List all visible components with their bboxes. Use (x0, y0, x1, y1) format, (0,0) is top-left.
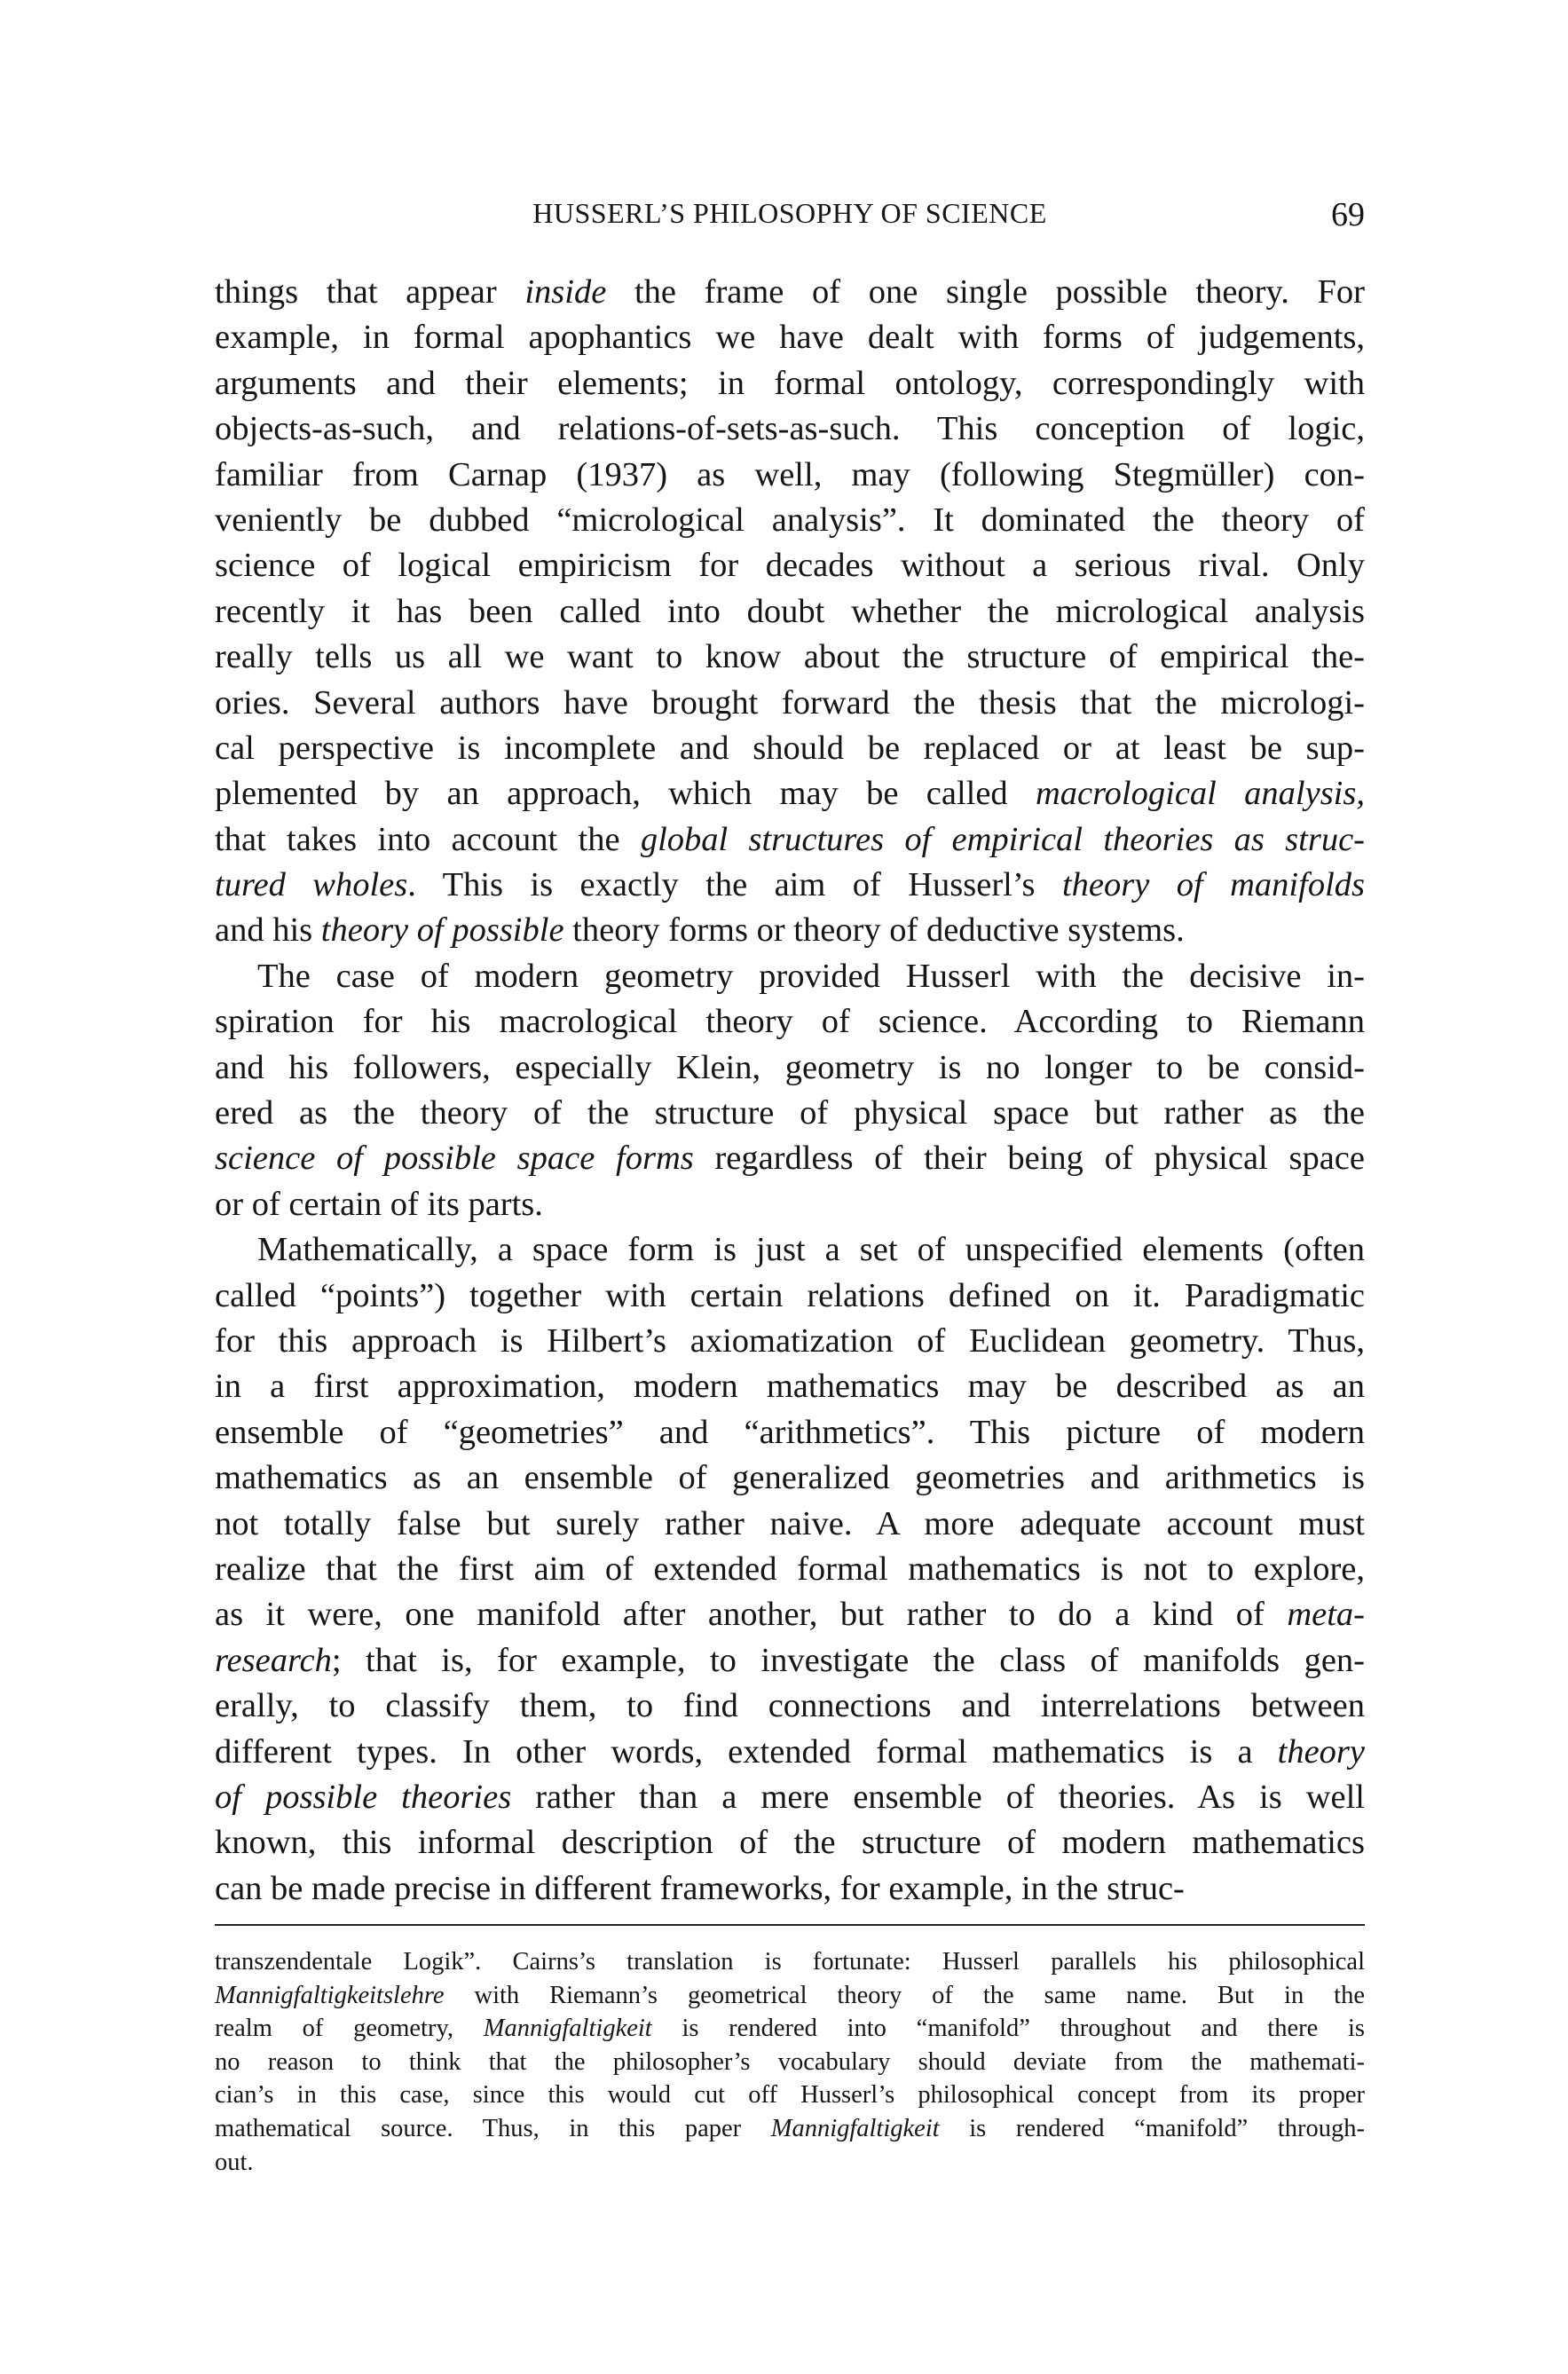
footnote-line (215, 2112, 1365, 2146)
text-run: erally, to classify them, to find connections and interrelations between (215, 1687, 1365, 1725)
body-text (215, 270, 1365, 1912)
text-run: as it were, one manifold after another, but rather to do a kind of (215, 1596, 1288, 1634)
italic-text: meta- (1287, 1596, 1365, 1634)
text-run: in a first approximation, modern mathematics may be described as an (215, 1368, 1365, 1406)
text-run: spiration for his macrological theory of science. According to Riemann (215, 1003, 1365, 1041)
text-run: or of certain of its parts. (215, 1185, 543, 1223)
text-run: . This is exactly the aim of Husserl’s (407, 866, 1062, 904)
italic-text: science of possible space forms (215, 1140, 694, 1178)
text-run: mathematical source. Thus, in this paper (215, 2114, 771, 2142)
italic-text: Mannigfaltigkeitslehre (215, 1981, 445, 2009)
body-line (215, 1319, 1365, 1364)
body-line (215, 1547, 1365, 1592)
text-run: and his (215, 911, 321, 950)
text-run: really tells us all we want to know about the structure of empirical the- (215, 638, 1365, 676)
italic-text: tured wholes (215, 866, 408, 904)
running-head (215, 197, 1365, 241)
text-run: transzendentale Logik”. Cairns’s translation is fortunate: Husserl parallels his philosophical (215, 1948, 1365, 1976)
italic-text: theory of manifolds (1061, 866, 1365, 904)
italic-text: inside (524, 273, 607, 311)
text-run: ered as the theory of the structure of physical space but rather as the (215, 1094, 1365, 1132)
text-run: and his followers, especially Klein, geometry is no longer to be consid- (215, 1048, 1365, 1086)
body-line (215, 406, 1365, 452)
body-line (215, 543, 1365, 588)
body-line (215, 1045, 1365, 1091)
body-line (215, 315, 1365, 360)
body-line (215, 954, 1365, 999)
text-run: ensemble of “geometries” and “arithmetics”. This picture of modern (215, 1413, 1365, 1451)
text-run: Mathematically, a space form is just a set of unspecified elements (often (257, 1231, 1365, 1269)
body-line (215, 635, 1365, 680)
body-line (215, 999, 1365, 1045)
body-line (215, 1730, 1365, 1775)
body-line (215, 817, 1365, 863)
footnote (215, 1945, 1365, 2179)
body-line (215, 1091, 1365, 1136)
body-line (215, 1820, 1365, 1865)
italic-text: of possible theories (215, 1778, 512, 1816)
footnote-line (215, 2078, 1365, 2112)
body-line (215, 1775, 1365, 1820)
body-line (215, 1638, 1365, 1684)
text-run: plemented by an approach, which may be called (215, 775, 1036, 813)
italic-text: macrological analysis, (1035, 775, 1365, 813)
body-line (215, 270, 1365, 315)
text-run: can be made precise in different frameworks, for example, in the struc- (215, 1869, 1185, 1907)
body-line (215, 361, 1365, 406)
body-line (215, 1227, 1365, 1273)
body-line (215, 1866, 1365, 1912)
body-line (215, 1410, 1365, 1455)
text-run: known, this informal description of the structure of modern mathematics (215, 1824, 1365, 1862)
italic-text: global structures of empirical theories as struc- (640, 820, 1365, 858)
footnote-line (215, 2012, 1365, 2046)
text-run: ories. Several authors have brought forward the thesis that the micrologi- (215, 683, 1365, 722)
text-run: The case of modern geometry provided Husserl with the decisive in- (257, 957, 1365, 995)
body-line (215, 908, 1365, 953)
text-run: for this approach is Hilbert’s axiomatization of Euclidean geometry. Thus, (215, 1321, 1365, 1360)
footnote-line (215, 2046, 1365, 2079)
footnote-line (215, 1945, 1365, 1979)
body-line (215, 1274, 1365, 1319)
body-line (215, 1364, 1365, 1409)
text-run: things that appear (215, 273, 525, 311)
text-run: different types. In other words, extended formal mathematics is a (215, 1732, 1278, 1771)
text-run: regardless of their being of physical space (693, 1140, 1365, 1178)
text-run: cal perspective is incomplete and should be replaced or at least be sup- (215, 729, 1365, 767)
italic-text: theory of possible (320, 911, 564, 950)
italic-text: Mannigfaltigkeit (770, 2114, 940, 2142)
text-run: science of logical empiricism for decades without a serious rival. Only (215, 547, 1365, 585)
text-run: veniently be dubbed “micrological analysis”. It dominated the theory of (215, 501, 1365, 539)
body-line (215, 1502, 1365, 1547)
footnote-rule (215, 1924, 1365, 1926)
text-run: not totally false but surely rather naive. A more adequate account must (215, 1504, 1365, 1542)
body-line (215, 1136, 1365, 1181)
body-line (215, 1455, 1365, 1501)
text-run: arguments and their elements; in formal ontology, correspondingly with (215, 364, 1365, 402)
body-line (215, 498, 1365, 543)
body-line (215, 771, 1365, 816)
text-run: theory forms or theory of deductive systems. (563, 911, 1185, 950)
text-run: example, in formal apophantics we have dealt with forms of judgements, (215, 319, 1365, 357)
text-run: called “points”) together with certain relations defined on it. Paradigmatic (215, 1276, 1365, 1314)
running-title: HUSSERL’S PHILOSOPHY OF SCIENCE (532, 197, 1047, 229)
body-line (215, 589, 1365, 635)
text-run: objects-as-such, and relations-of-sets-as-such. This conception of logic, (215, 410, 1365, 448)
text-run: out. (215, 2148, 254, 2176)
body-line (215, 453, 1365, 498)
text-run: ; that is, for example, to investigate the class of manifolds gen- (331, 1641, 1365, 1679)
italic-text: theory (1277, 1732, 1365, 1771)
footnote-line (215, 1979, 1365, 2013)
footnote-line (215, 2146, 1365, 2180)
text-run: realize that the first aim of extended formal mathematics is not to explore, (215, 1550, 1365, 1588)
body-line (215, 863, 1365, 908)
text-run: mathematics as an ensemble of generalized geometries and arithmetics is (215, 1459, 1365, 1497)
text-run: that takes into account the (215, 820, 641, 858)
text-run: with Riemann’s geometrical theory of the same name. But in the (444, 1981, 1365, 2009)
italic-text: Mannigfaltigkeit (483, 2015, 652, 2043)
text-run: rather than a mere ensemble of theories. As is well (511, 1778, 1365, 1816)
body-line (215, 1592, 1365, 1637)
text-run: familiar from Carnap (1937) as well, may (following Stegmüller) con- (215, 455, 1365, 493)
text-run: the frame of one single possible theory. For (606, 273, 1365, 311)
text-run: is rendered “manifold” through- (939, 2114, 1365, 2142)
text-run: cian’s in this case, since this would cut off Husserl’s philosophical concept from its proper (215, 2081, 1365, 2110)
text-run: is rendered into “manifold” throughout and there is (651, 2015, 1365, 2043)
page-number: 69 (1331, 196, 1365, 233)
body-line (215, 1684, 1365, 1729)
text-run: realm of geometry, (215, 2015, 484, 2043)
body-line (215, 681, 1365, 726)
body-line (215, 1182, 1365, 1227)
text-run: recently it has been called into doubt whether the micrological analysis (215, 592, 1365, 630)
text-run: no reason to think that the philosopher’s vocabulary should deviate from the mathemati- (215, 2047, 1365, 2076)
body-line (215, 726, 1365, 771)
italic-text: research (215, 1641, 332, 1679)
